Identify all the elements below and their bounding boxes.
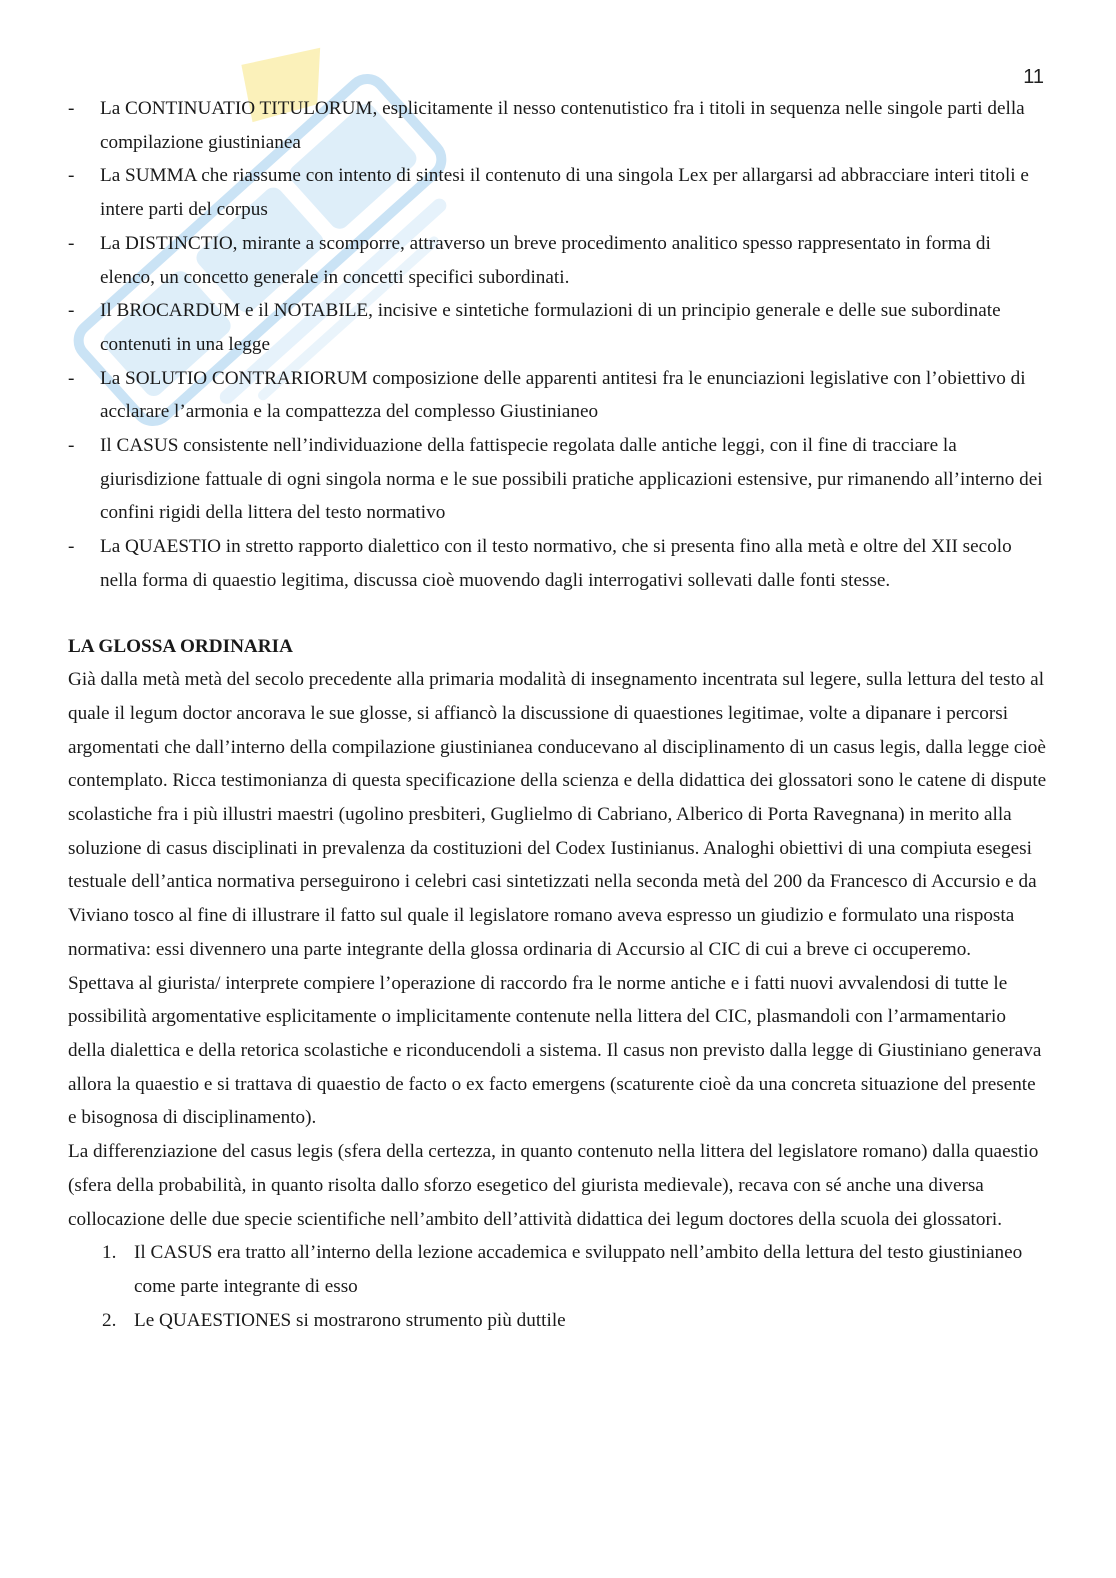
dash-marker: - xyxy=(68,300,75,322)
numbered-item xyxy=(68,1304,1048,1338)
numbered-item xyxy=(68,1236,1048,1303)
dash-marker: - xyxy=(68,536,75,558)
list-item xyxy=(68,227,1048,294)
bullet-list xyxy=(68,92,1048,598)
list-item xyxy=(68,159,1048,226)
list-item xyxy=(68,294,1048,361)
list-item-text: La CONTINUATIO TITULORUM, esplicitamente il nesso contenutistico fra i titoli in sequenza nelle singole parti della compilazione giustinianea xyxy=(100,98,1025,153)
dash-marker: - xyxy=(68,98,75,119)
paragraph: Già dalla metà metà del secolo precedente alla primaria modalità di insegnamento incentrata sul legere, sulla lettura del testo al quale il legum doctor ancorava le sue glosse, si affiancò la discussione di quaestiones legitimae, volte a dipanare i percorsi argomentati che dall’interno della compilazione giustinianea conducevano al disciplinamento di un casus legis, dalla legge cioè contemplato. Ricca testimonianza di questa specificazione della scienza e della didattica dei glossatori sono le catene di dispute scolastiche fra i più illustri maestri (ugolino presbiteri, Guglielmo di Cabriano, Alberico di Porta Ravegnana) in merito alla soluzione di casus disciplinati in prevalenza da costituzioni del Codex Iustinianus. Analoghi obiettivi di una compiuta esegesi testuale dell’antica normativa perseguirono i celebri casi sintetizzati nella seconda metà del 200 da Francesco di Accursio e da Viviano tosco al fine di illustrare il fatto sul quale il legislatore romano aveva espresso un giudizio e formulato una risposta normativa: essi divennero una parte integrante della glossa ordinaria di Accursio al CIC di cui a breve ci occuperemo. xyxy=(68,669,1047,960)
paragraph: La differenziazione del casus legis (sfera della certezza, in quanto contenuto nella littera del legislatore romano) dalla quaestio (sfera della probabilità, in quanto risolta dallo sforzo esegetico del giurista medievale), recava con sé anche una diversa collocazione delle due specie scientifiche nell’ambito dell’attività didattica dei legum doctores della scuola dei glossatori. xyxy=(68,1141,1039,1230)
numbered-item-text: Le QUAESTIONES si mostrarono strumento più duttile xyxy=(134,1309,566,1331)
list-item xyxy=(68,92,1048,159)
paragraph: Spettava al giurista/ interprete compiere l’operazione di raccordo fra le norme antiche e i fatti nuovi avvalendosi di tutte le possibilità argomentative esplicitamente o implicitamente contenute nella littera del CIC, plasmandoli con l’armamentario della dialettica e della retorica scolastiche e riconducendoli a sistema. Il casus non previsto dalla legge di Giustiniano generava allora la quaestio e si trattava di quaestio de facto o ex facto emergens (scaturente cioè da una concreta situazione del presente e bisognosa di disciplinamento). xyxy=(68,972,1042,1129)
numbered-item-text: Il CASUS era tratto all’interno della lezione accademica e sviluppato nell’ambito della lettura del testo giustinianeo come parte integrante di esso xyxy=(134,1242,1023,1297)
dash-marker: - xyxy=(68,232,75,254)
list-item xyxy=(68,530,1048,597)
item-number: 2. xyxy=(102,1309,117,1331)
section-heading: LA GLOSSA ORDINARIA xyxy=(68,635,293,657)
item-number: 1. xyxy=(102,1242,117,1264)
list-item-text: La SOLUTIO CONTRARIORUM composizione delle apparenti antitesi fra le enunciazioni legislative con l’obiettivo di acclarare l’armonia e la compattezza del complesso Giustinianeo xyxy=(100,367,1026,423)
list-item-text: La QUAESTIO in stretto rapporto dialettico con il testo normativo, che si presenta fino alla metà e oltre del XII secolo nella forma di quaestio legitima, discussa cioè muovendo dagli interrogativi sollevati dalle fonti stesse. xyxy=(100,536,1012,591)
dash-marker: - xyxy=(68,435,75,457)
list-item xyxy=(68,429,1048,530)
list-item xyxy=(68,362,1048,429)
list-item-text: Il CASUS consistente nell’individuazione della fattispecie regolata dalle antiche leggi, con il fine di tracciare la giurisdizione fattuale di ogni singola norma e le sue possibili pratiche applicazioni estensive, pur rimanendo all’interno dei confini rigidi della littera del testo normativo xyxy=(100,435,1043,524)
page-number: 11 xyxy=(1023,66,1044,88)
numbered-list xyxy=(68,1236,1048,1337)
list-item-text: Il BROCARDUM e il NOTABILE, incisive e sintetiche formulazioni di un principio generale e delle sue subordinate contenuti in una legge xyxy=(100,300,1001,355)
list-item-text: La SUMMA che riassume con intento di sintesi il contenuto di una singola Lex per allargarsi ad abbracciare interi titoli e intere parti del corpus xyxy=(100,165,1029,221)
dash-marker: - xyxy=(68,367,75,389)
dash-marker: - xyxy=(68,165,75,187)
document-body xyxy=(68,92,1048,1337)
list-item-text: La DISTINCTIO, mirante a scomporre, attraverso un breve procedimento analitico spesso rappresentato in forma di elenco, un concetto generale in concetti specifici subordinati. xyxy=(100,232,991,288)
